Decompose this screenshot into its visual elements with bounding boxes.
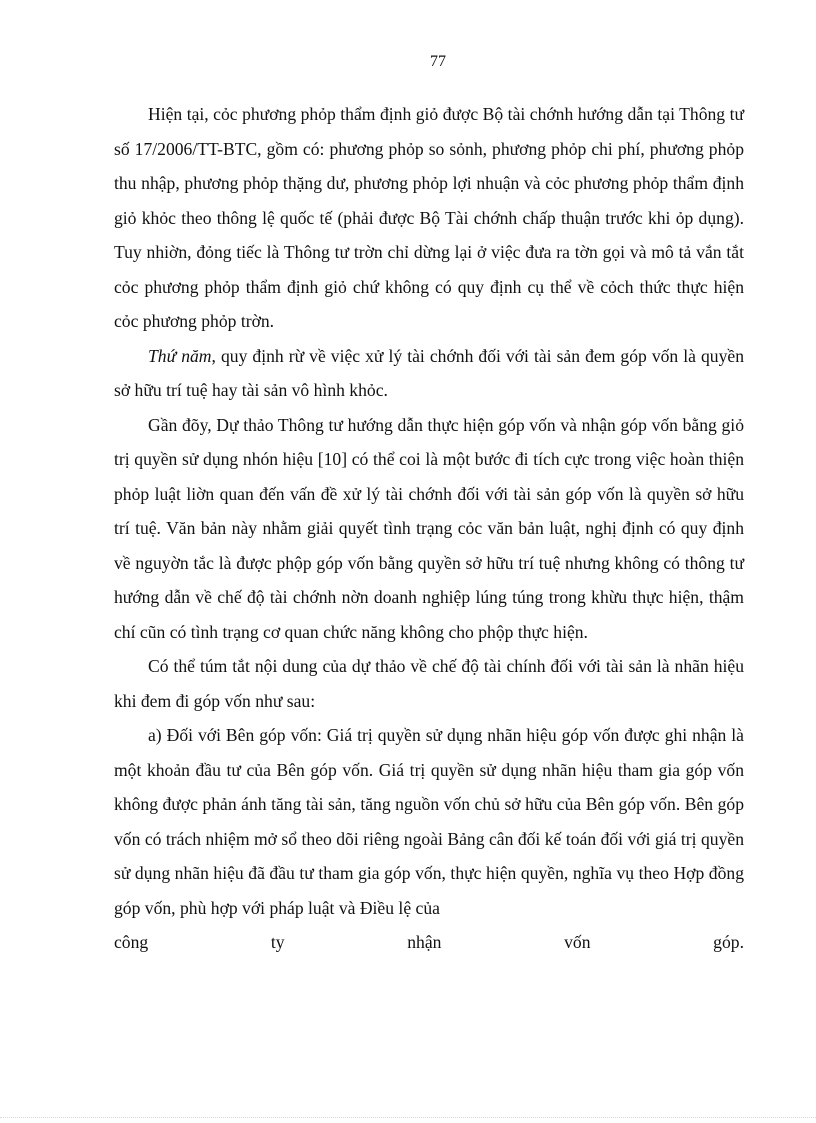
page-bottom-divider xyxy=(0,1117,816,1118)
document-body xyxy=(114,97,744,960)
last-line-word: góp. xyxy=(713,932,744,952)
paragraph-summary-intro: Có thể túm tắt nội dung của dự thảo về chế độ tài chính đối với tài sản là nhãn hiệu khi đem đi góp vốn như sau: xyxy=(114,656,744,711)
paragraph-valuation-methods: Hiện tại, cỏc phương phỏp thẩm định giỏ được Bộ tài chớnh hướng dẫn tại Thông tư số 17/2006/TT-BTC, gồm có: phương phỏp so sỏnh, phương phỏp chi phí, phương phỏp thu nhập, phương phỏp thặng dư, phương phỏp lợi nhuận và cỏc phương phỏp thẩm định giỏ khỏc theo thông lệ quốc tế (phải được Bộ Tài chớnh chấp thuận trước khi ỏp dụng). Tuy nhiờn, đỏng tiếc là Thông tư trờn chỉ dừng lại ở việc đưa ra tờn gọi và mô tả vắn tắt cỏc phương phỏp thẩm định giỏ chứ không có quy định cụ thể về cỏch thức thực hiện cỏc phương phỏp trờn. xyxy=(114,104,744,331)
page-number: 77 xyxy=(430,53,446,70)
paragraph-last-line xyxy=(114,925,744,960)
last-line-word: ty xyxy=(270,932,285,952)
fifth-point-label: Thứ năm xyxy=(148,345,212,366)
last-line-word: nhận xyxy=(407,932,442,952)
paragraph-contributing-party: a) Đối với Bên góp vốn: Giá trị quyền sử dụng nhãn hiệu góp vốn được ghi nhận là một khoản đầu tư của Bên góp vốn. Giá trị quyền sử dụng nhãn hiệu tham gia góp vốn không được phản ánh tăng tài sản, tăng nguồn vốn chủ sở hữu của Bên góp vốn. Bên góp vốn có trách nhiệm mở sổ theo dõi riêng ngoài Bảng cân đối kế toán đối với giá trị quyền sử dụng nhãn hiệu đã đầu tư tham gia góp vốn, thực hiện quyền, nghĩa vụ theo Hợp đồng góp vốn, phù hợp với pháp luật và Điều lệ của xyxy=(114,725,744,918)
paragraph-draft-circular: Gần đõy, Dự thảo Thông tư hướng dẫn thực hiện góp vốn và nhận góp vốn bằng giỏ trị quyền sử dụng nhón hiệu [10] có thể coi là một bước đi tích cực trong việc hoàn thiện phỏp luật liờn quan đến vấn đề xử lý tài chớnh đối với tài sản góp vốn là quyền sở hữu trí tuệ. Văn bản này nhằm giải quyết tình trạng cỏc văn bản luật, nghị định có quy định về nguyờn tắc là được phộp góp vốn bằng quyền sở hữu trí tuệ nhưng không có thông tư hướng dẫn về chế độ tài chớnh nờn doanh nghiệp lúng túng trong khừu thực hiện, thậm chí cũn có tình trạng cơ quan chức năng không cho phộp thực hiện. xyxy=(114,414,744,642)
fifth-point-text: , quy định rừ về việc xử lý tài chớnh đối với tài sản đem góp vốn là quyền sở hữu trí tuệ hay tài sản vô hình khỏc. xyxy=(114,345,744,400)
last-line-word: công xyxy=(114,932,149,952)
paragraph-fifth-point xyxy=(114,339,744,408)
last-line-word: vốn xyxy=(564,932,591,952)
